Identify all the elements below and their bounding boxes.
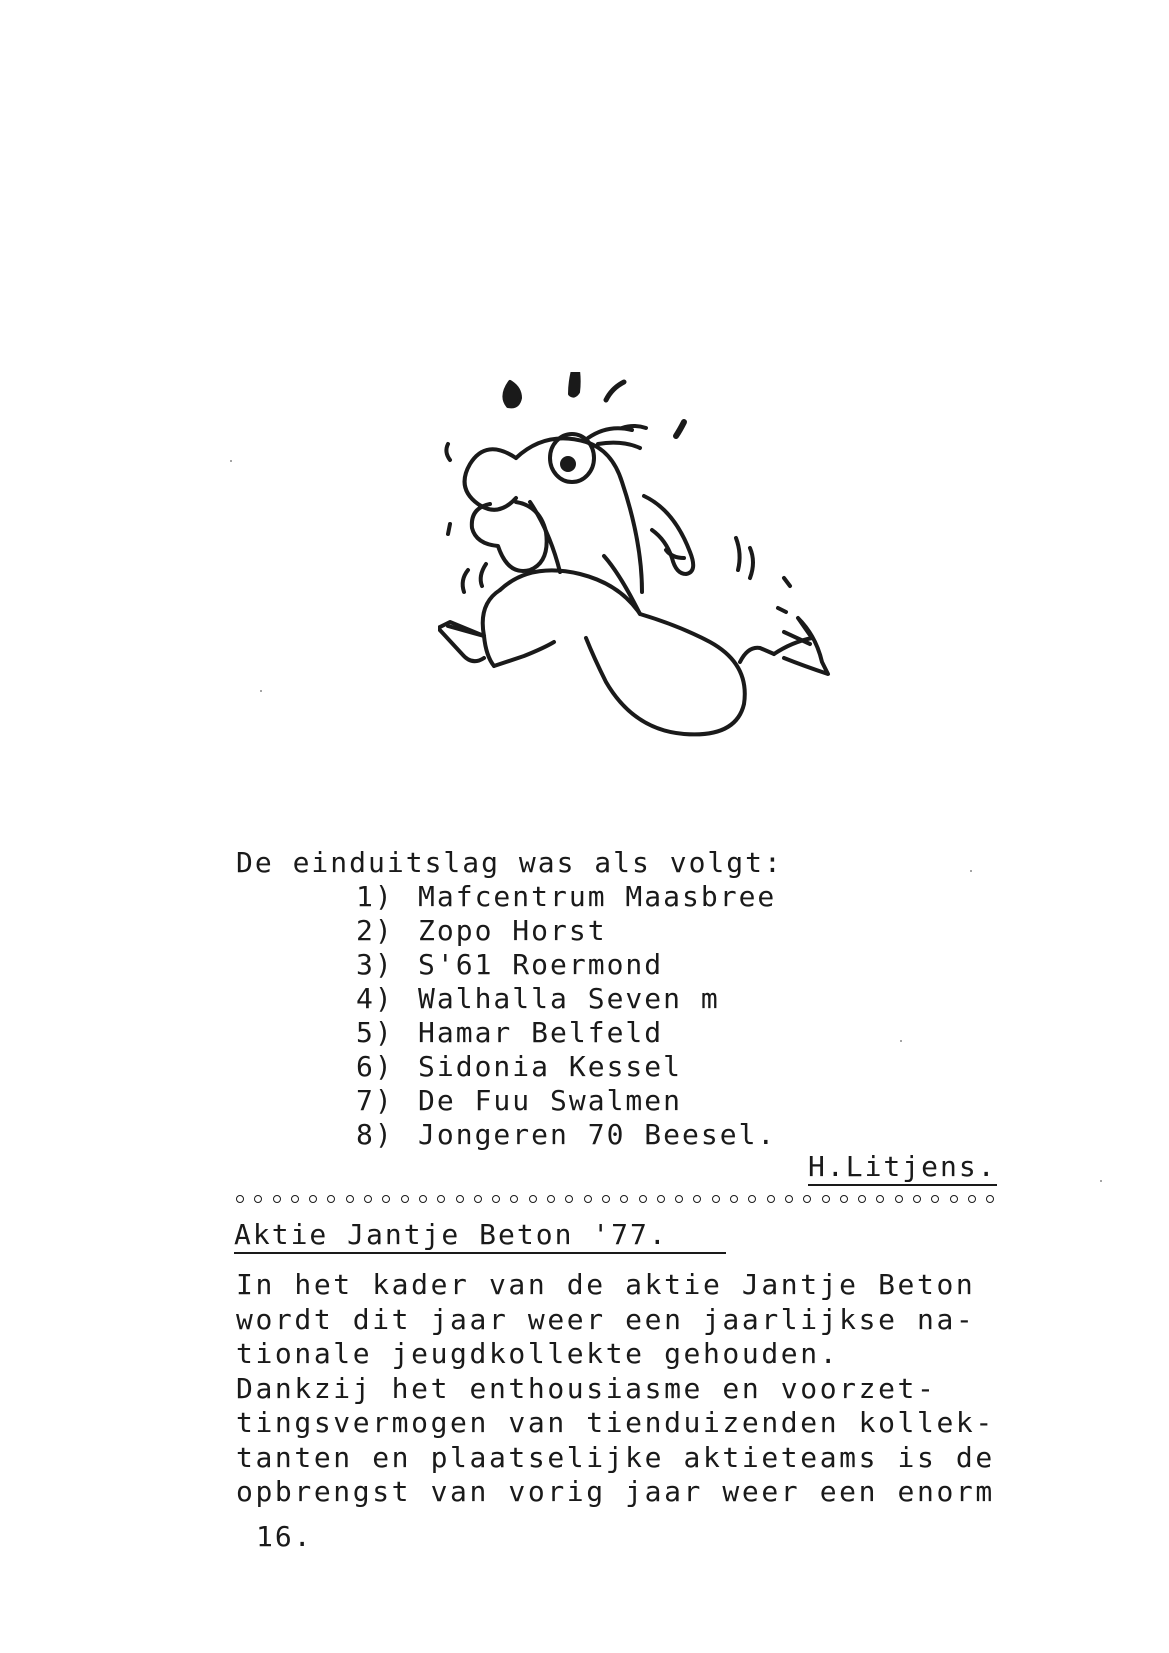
divider-dot (419, 1195, 427, 1203)
divider-dot (748, 1195, 756, 1203)
list-item (356, 914, 776, 948)
author-signature: H.Litjens. (808, 1150, 997, 1186)
rank-number: 4) (356, 982, 394, 1015)
divider-dot (620, 1195, 628, 1203)
results-intro: De einduitslag was als volgt: (236, 846, 783, 879)
divider-dot (382, 1195, 390, 1203)
team-name: Zopo Horst (418, 914, 607, 947)
divider-dot (675, 1195, 683, 1203)
body-line: tionale jeugdkollekte gehouden. (236, 1337, 840, 1370)
body-line: tanten en plaatselijke aktieteams is de (236, 1440, 995, 1474)
divider-dot (840, 1195, 848, 1203)
divider-dot (273, 1195, 281, 1203)
body-line: tingsvermogen van tienduizenden kollek- (236, 1406, 995, 1439)
divider-dot (931, 1195, 939, 1203)
divider-dot (822, 1195, 830, 1203)
divider-dot (693, 1195, 701, 1203)
team-name: Hamar Belfeld (418, 1016, 664, 1049)
team-name: De Fuu Swalmen (418, 1084, 683, 1117)
scan-speck (1100, 1180, 1102, 1182)
body-line: opbrengst van vorig jaar weer een enorm (236, 1475, 995, 1508)
team-name: Mafcentrum Maasbree (418, 880, 777, 913)
divider-dot (785, 1195, 793, 1203)
dotted-divider (236, 1188, 1016, 1208)
divider-dot (529, 1195, 537, 1203)
team-name: Jongeren 70 Beesel. (418, 1118, 777, 1151)
results-list (356, 880, 776, 1152)
list-item (356, 1050, 776, 1084)
scan-speck (260, 690, 262, 692)
divider-dot (547, 1195, 555, 1203)
divider-dot (767, 1195, 775, 1203)
divider-dot (401, 1195, 409, 1203)
divider-dot (236, 1195, 244, 1203)
divider-dot (437, 1195, 445, 1203)
divider-dot (309, 1195, 317, 1203)
rank-number: 5) (356, 1016, 394, 1049)
scan-speck (900, 1040, 902, 1042)
rank-number: 1) (356, 880, 394, 913)
rank-number: 3) (356, 948, 394, 981)
divider-dot (657, 1195, 665, 1203)
divider-dot (291, 1195, 299, 1203)
page-number: 16. (256, 1520, 313, 1553)
divider-dot (254, 1195, 262, 1203)
divider-dot (968, 1195, 976, 1203)
list-item (356, 1118, 776, 1152)
divider-dot (803, 1195, 811, 1203)
divider-dot (730, 1195, 738, 1203)
list-item (356, 1084, 776, 1118)
divider-dot (602, 1195, 610, 1203)
divider-dot (913, 1195, 921, 1203)
body-line: wordt dit jaar weer een jaarlijkse na- (236, 1302, 976, 1336)
rank-number: 8) (356, 1118, 394, 1151)
divider-dot (858, 1195, 866, 1203)
divider-dot (876, 1195, 884, 1203)
article-title: Aktie Jantje Beton '77. (234, 1218, 726, 1254)
divider-dot (950, 1195, 958, 1203)
team-name: Sidonia Kessel (418, 1050, 683, 1083)
divider-dot (986, 1195, 994, 1203)
scan-speck (230, 460, 232, 462)
divider-dot (712, 1195, 720, 1203)
rank-number: 2) (356, 914, 394, 947)
list-item (356, 982, 776, 1016)
divider-dot (346, 1195, 354, 1203)
divider-dot (492, 1195, 500, 1203)
running-figure-illustration (438, 372, 878, 762)
rank-number: 7) (356, 1084, 394, 1117)
body-line: Dankzij het enthousiasme en voorzet- (236, 1371, 937, 1405)
divider-dot (510, 1195, 518, 1203)
divider-dot (327, 1195, 335, 1203)
scan-speck (970, 870, 972, 872)
article-body (236, 1268, 1066, 1510)
divider-dot (565, 1195, 573, 1203)
divider-dot (474, 1195, 482, 1203)
list-item (356, 1016, 776, 1050)
divider-dot (639, 1195, 647, 1203)
rank-number: 6) (356, 1050, 394, 1083)
team-name: S'61 Roermond (418, 948, 664, 981)
divider-dot (584, 1195, 592, 1203)
list-item (356, 880, 776, 914)
body-line: In het kader van de aktie Jantje Beton (236, 1268, 976, 1301)
list-item (356, 948, 776, 982)
team-name: Walhalla Seven m (418, 982, 720, 1015)
divider-dot (895, 1195, 903, 1203)
divider-dot (364, 1195, 372, 1203)
divider-dot (456, 1195, 464, 1203)
